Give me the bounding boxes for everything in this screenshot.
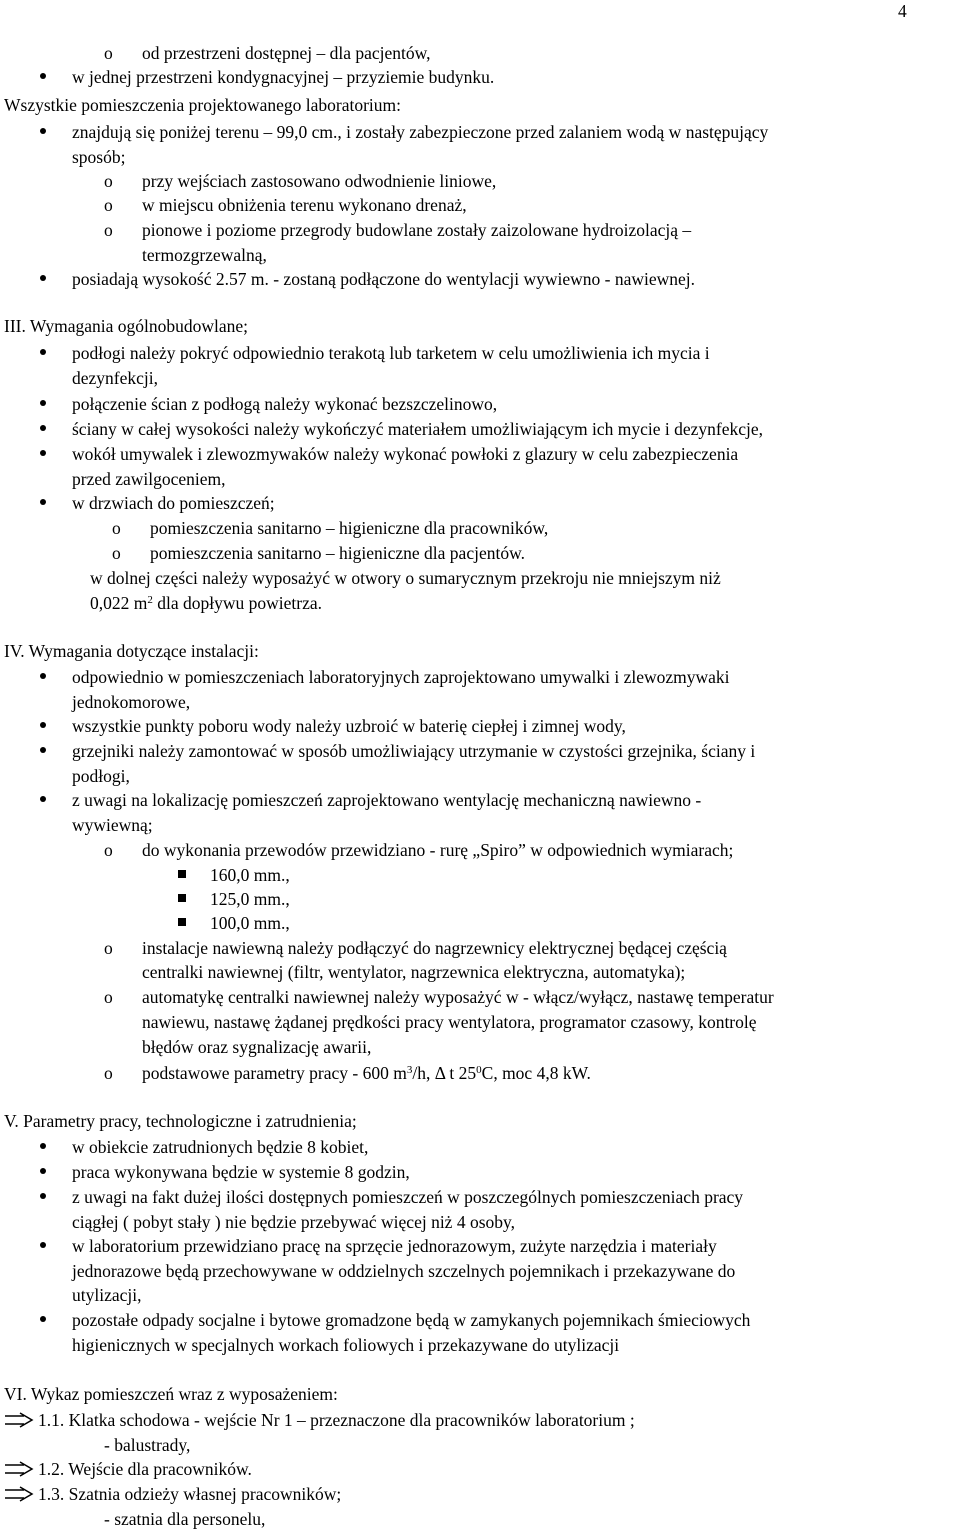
circle-bullet-icon: o xyxy=(104,938,113,958)
text-run: 0,022 m xyxy=(90,593,148,613)
circle-bullet-icon: o xyxy=(104,43,113,63)
list-item: od przestrzeni dostępnej – dla pacjentów, xyxy=(142,43,431,63)
circle-bullet-icon: o xyxy=(104,1063,113,1083)
paragraph xyxy=(90,592,322,614)
bullet-icon xyxy=(40,450,46,456)
list-item-continuation: centralki nawiewnej (filtr, wentylator, nagrzewnica elektryczna, automatyka); xyxy=(142,962,686,982)
bullet-icon xyxy=(40,1316,46,1322)
list-item: podłogi należy pokryć odpowiednio terakotą lub tarketem w celu umożliwienia ich mycia i xyxy=(72,343,710,363)
list-item-continuation: utylizacji, xyxy=(72,1285,142,1305)
circle-bullet-icon: o xyxy=(112,518,121,538)
double-arrow-icon xyxy=(4,1412,34,1428)
text-run: C, moc 4,8 kW. xyxy=(481,1063,591,1083)
paragraph: Wszystkie pomieszczenia projektowanego laboratorium: xyxy=(4,95,402,115)
list-item: 125,0 mm., xyxy=(210,889,290,909)
list-item: 1.2. Wejście dla pracowników. xyxy=(38,1459,252,1479)
circle-bullet-icon: o xyxy=(104,195,113,215)
bullet-icon xyxy=(40,400,46,406)
list-item: w miejscu obniżenia terenu wykonano drenaż, xyxy=(142,195,467,215)
double-arrow-icon xyxy=(4,1461,34,1477)
list-item: wokół umywalek i zlewozmywaków należy wykonać powłoki z glazury w celu zabezpieczenia xyxy=(72,444,739,464)
list-item: posiadają wysokość 2.57 m. - zostaną podłączone do wentylacji wywiewno - nawiewnej. xyxy=(72,269,696,289)
bullet-icon xyxy=(40,1143,46,1149)
text-run: /h, xyxy=(412,1063,435,1083)
list-item: z uwagi na lokalizację pomieszczeń zaprojektowano wentylację mechaniczną nawiewno - xyxy=(72,790,702,810)
bullet-icon xyxy=(40,128,46,134)
section-heading: III. Wymagania ogólnobudowlane; xyxy=(4,316,249,336)
text-run: t 25 xyxy=(445,1063,477,1083)
list-item-continuation: dezynfekcji, xyxy=(72,368,158,388)
list-item-continuation: błędów oraz sygnalizację awarii, xyxy=(142,1037,372,1057)
bullet-icon xyxy=(40,722,46,728)
square-bullet-icon xyxy=(178,870,186,878)
square-bullet-icon xyxy=(178,918,186,926)
list-item: w drzwiach do pomieszczeń; xyxy=(72,493,275,513)
list-item: pomieszczenia sanitarno – higieniczne dla pacjentów. xyxy=(150,543,525,563)
list-item: w laboratorium przewidziano pracę na sprzęcie jednorazowym, zużyte narzędzia i materiały xyxy=(72,1236,717,1256)
list-item: w jednej przestrzeni kondygnacyjnej – przyziemie budynku. xyxy=(72,67,495,87)
list-item: w obiekcie zatrudnionych będzie 8 kobiet, xyxy=(72,1137,369,1157)
section-heading: V. Parametry pracy, technologiczne i zatrudnienia; xyxy=(4,1111,357,1131)
list-item: połączenie ścian z podłogą należy wykonać bezszczelinowo, xyxy=(72,394,498,414)
bullet-icon xyxy=(40,673,46,679)
page-number: 4 xyxy=(898,1,907,21)
delta-symbol: Δ xyxy=(434,1063,446,1083)
list-item: automatykę centralki nawiewnej należy wyposażyć w - włącz/wyłącz, nastawę temperatur xyxy=(142,987,774,1007)
list-item: przy wejściach zastosowano odwodnienie liniowe, xyxy=(142,171,497,191)
bullet-icon xyxy=(40,349,46,355)
list-item-continuation: podłogi, xyxy=(72,766,130,786)
circle-bullet-icon: o xyxy=(104,171,113,191)
list-item-continuation: higienicznych w specjalnych workach foliowych i przekazywane do utylizacji xyxy=(72,1335,620,1355)
list-item: wszystkie punkty poboru wody należy uzbroić w baterię ciepłej i zimnej wody, xyxy=(72,716,626,736)
list-item: znajdują się poniżej terenu – 99,0 cm., i zostały zabezpieczone przed zalaniem wodą w następujący xyxy=(72,122,769,142)
list-item: pionowe i poziome przegrody budowlane zostały zaizolowane hydroizolacją – xyxy=(142,220,692,240)
bullet-icon xyxy=(40,796,46,802)
bullet-icon xyxy=(40,1242,46,1248)
list-item-continuation: przed zawilgoceniem, xyxy=(72,469,226,489)
bullet-icon xyxy=(40,1168,46,1174)
circle-bullet-icon: o xyxy=(104,987,113,1007)
paragraph: w dolnej części należy wyposażyć w otwory o sumarycznym przekroju nie mniejszym niż xyxy=(90,568,721,588)
text-run: podstawowe parametry pracy - 600 m xyxy=(142,1063,407,1083)
bullet-icon xyxy=(40,73,46,79)
list-item: z uwagi na fakt dużej ilości dostępnych pomieszczeń w poszczególnych pomieszczeniach pracy xyxy=(72,1187,744,1207)
list-item: 160,0 mm., xyxy=(210,865,290,885)
sub-item: - balustrady, xyxy=(104,1435,191,1455)
bullet-icon xyxy=(40,425,46,431)
list-item: do wykonania przewodów przewidziano - rurę „Spiro” w odpowiednich wymiarach; xyxy=(142,840,734,860)
list-item: grzejniki należy zamontować w sposób umożliwiający utrzymanie w czystości grzejnika, ściany i xyxy=(72,741,756,761)
list-item-continuation: jednokomorowe, xyxy=(72,692,191,712)
list-item xyxy=(142,1062,591,1084)
circle-bullet-icon: o xyxy=(104,220,113,240)
list-item: 1.3. Szatnia odzieży własnej pracowników; xyxy=(38,1484,342,1504)
list-item-continuation: jednorazowe będą przechowywane w oddzielnych szczelnych pojemnikach i przekazywane do xyxy=(72,1261,736,1281)
bullet-icon xyxy=(40,1193,46,1199)
list-item: pomieszczenia sanitarno – higieniczne dla pracowników, xyxy=(150,518,549,538)
bullet-icon xyxy=(40,747,46,753)
section-heading: VI. Wykaz pomieszczeń wraz z wyposażeniem: xyxy=(4,1384,338,1404)
list-item: odpowiednio w pomieszczeniach laboratoryjnych zaprojektowano umywalki i zlewozmywaki xyxy=(72,667,730,687)
bullet-icon xyxy=(40,499,46,505)
list-item: instalacje nawiewną należy podłączyć do nagrzewnicy elektrycznej będącej częścią xyxy=(142,938,727,958)
text-run: dla dopływu powietrza. xyxy=(152,593,322,613)
circle-bullet-icon: o xyxy=(104,840,113,860)
list-item-continuation: sposób; xyxy=(72,147,126,167)
list-item: praca wykonywana będzie w systemie 8 godzin, xyxy=(72,1162,410,1182)
list-item: pozostałe odpady socjalne i bytowe gromadzone będą w zamykanych pojemnikach śmieciowych xyxy=(72,1310,751,1330)
circle-bullet-icon: o xyxy=(112,543,121,563)
list-item: 100,0 mm., xyxy=(210,913,290,933)
list-item-continuation: termozgrzewalną, xyxy=(142,245,267,265)
list-item-continuation: wywiewną; xyxy=(72,815,153,835)
section-heading: IV. Wymagania dotyczące instalacji: xyxy=(4,641,259,661)
superscript: 2 xyxy=(147,594,153,606)
square-bullet-icon xyxy=(178,894,186,902)
sub-item: - szatnia dla personelu, xyxy=(104,1509,266,1529)
list-item: 1.1. Klatka schodowa - wejście Nr 1 – przeznaczone dla pracowników laboratorium ; xyxy=(38,1410,635,1430)
superscript: 3 xyxy=(406,1064,413,1076)
double-arrow-icon xyxy=(4,1486,34,1502)
superscript: 0 xyxy=(476,1064,482,1076)
list-item: ściany w całej wysokości należy wykończyć materiałem umożliwiającym ich mycie i dezynfekcje, xyxy=(72,419,763,439)
bullet-icon xyxy=(40,275,46,281)
list-item-continuation: nawiewu, nastawę żądanej prędkości pracy wentylatora, programator czasowy, kontrolę xyxy=(142,1012,757,1032)
list-item-continuation: ciągłej ( pobyt stały ) nie będzie przebywać więcej niż 4 osoby, xyxy=(72,1212,516,1232)
